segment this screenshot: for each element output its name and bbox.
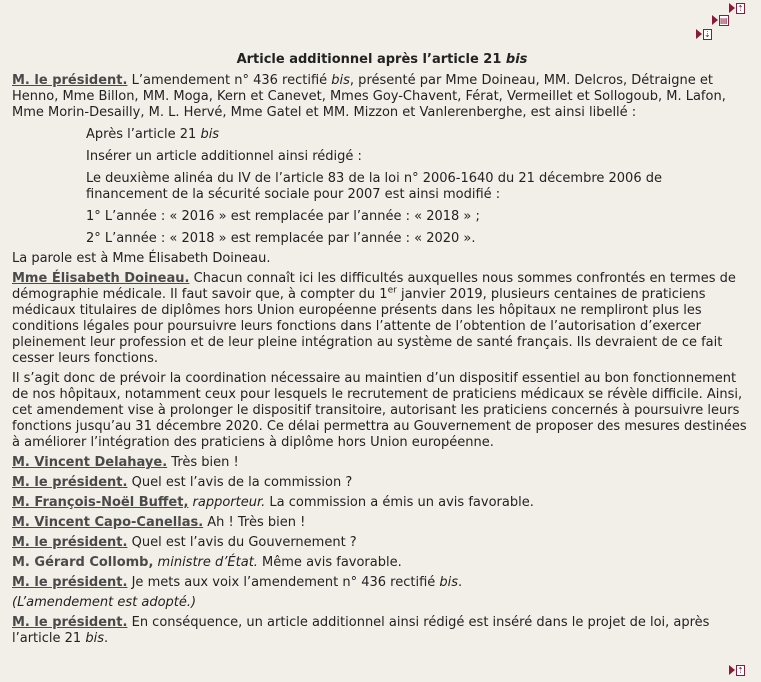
- top-arrow-icon[interactable]: ⇡: [729, 2, 743, 14]
- paragraph: M. Vincent Capo-Canellas. Ah ! Très bien !: [12, 515, 306, 530]
- paragraph: M. Gérard Collomb, ministre d’État. Même avis favorable.: [12, 555, 402, 570]
- vote-result: (L’amendement est adopté.): [12, 595, 197, 610]
- speaker-link[interactable]: M. le président.: [12, 73, 128, 88]
- speaker-name: M. Gérard Collomb,: [12, 555, 154, 570]
- top-arrow-icon[interactable]: ⇡: [729, 664, 743, 676]
- paragraph: M. Vincent Delahaye. Très bien !: [12, 455, 239, 470]
- next-arrow-icon[interactable]: ⇣: [696, 28, 710, 40]
- paragraph: M. le président. En conséquence, un article additionnel ainsi rédigé est inséré dans le projet de loi, après l’article 21 bis.: [12, 615, 710, 646]
- paragraph: M. le président. Quel est l’avis de la commission ?: [12, 475, 353, 490]
- paragraph: M. le président. Je mets aux voix l’amendement n° 436 rectifié bis.: [12, 575, 463, 590]
- quote-line: Après l’article 21 bis: [86, 127, 220, 142]
- speaker-link[interactable]: M. le président.: [12, 535, 128, 550]
- section-heading: Article additionnel après l’article 21 bis: [236, 52, 528, 67]
- paragraph: La parole est à Mme Élisabeth Doineau.: [12, 251, 271, 266]
- paragraph: Mme Élisabeth Doineau. Chacun connaît ici les difficultés auxquelles nous sommes confrontés en termes de démographie médicale. Il faut savoir que, à compter du 1er janvier 2019, plusieurs centaines de praticiens médicaux titulaires de diplômes hors Union européenne présents dans les hôpitaux ne rempliront plus les conditions légales pour poursuivre leurs fonctions dans l’attente de l’obtention de l’autorisation d’exercer pleinement leur profession et de leur pleine intégration au système de santé français. Ils devraient de ce fait cesser leurs fonctions.: [12, 271, 736, 366]
- quote-line: 1° L’année : « 2016 » est remplacée par l’année : « 2018 » ;: [86, 209, 480, 224]
- quote-line: Insérer un article additionnel ainsi rédigé :: [86, 149, 362, 164]
- speaker-link[interactable]: M. le président.: [12, 575, 128, 590]
- debate-section: [12, 52, 752, 651]
- paragraph: M. le président. Quel est l’avis du Gouvernement ?: [12, 535, 357, 550]
- summary-icon[interactable]: ▤: [712, 14, 726, 26]
- quote-line: Le deuxième alinéa du IV de l’article 83 de la loi n° 2006-1640 du 21 décembre 2006 de financement de la sécurité sociale pour 2007 est ainsi modifié :: [86, 171, 662, 202]
- speaker-link[interactable]: M. le président.: [12, 475, 128, 490]
- speaker-link[interactable]: Mme Élisabeth Doineau.: [12, 271, 190, 286]
- speaker-link[interactable]: M. Vincent Delahaye.: [12, 455, 168, 470]
- quote-line: 2° L’année : « 2018 » est remplacée par l’année : « 2020 ».: [86, 231, 476, 246]
- speaker-link[interactable]: M. François-Noël Buffet,: [12, 495, 189, 510]
- paragraph: M. le président. L’amendement n° 436 rectifié bis, présenté par Mme Doineau, MM. Delcros, Détraigne et Henno, Mme Billon, MM. Moga, Kern et Canevet, Mmes Goy-Chavent, Férat, Vermeillet et Sollogoub, M. Lafon, Mme Morin-Desailly, M. L. Hervé, Mme Gatel et MM. Mizzon et Vanlerenberghe, est ainsi libellé :: [12, 73, 726, 120]
- speaker-link[interactable]: M. Vincent Capo-Canellas.: [12, 515, 204, 530]
- paragraph: M. François-Noël Buffet, rapporteur. La commission a émis un avis favorable.: [12, 495, 534, 510]
- speaker-link[interactable]: M. le président.: [12, 615, 128, 630]
- paragraph: Il s’agit donc de prévoir la coordination nécessaire au maintien d’un dispositif essentiel au bon fonctionnement de nos hôpitaux, notamment ceux pour lesquels le recrutement de praticiens médicaux se révèle difficile. Ainsi, cet amendement vise à prolonger le dispositif transitoire, autorisant les praticiens concernés à poursuivre leurs fonctions jusqu’au 31 décembre 2020. Ce délai permettra au Gouvernement de proposer des mesures destinées à améliorer l’intégration des praticiens à diplôme hors Union européenne.: [12, 371, 747, 450]
